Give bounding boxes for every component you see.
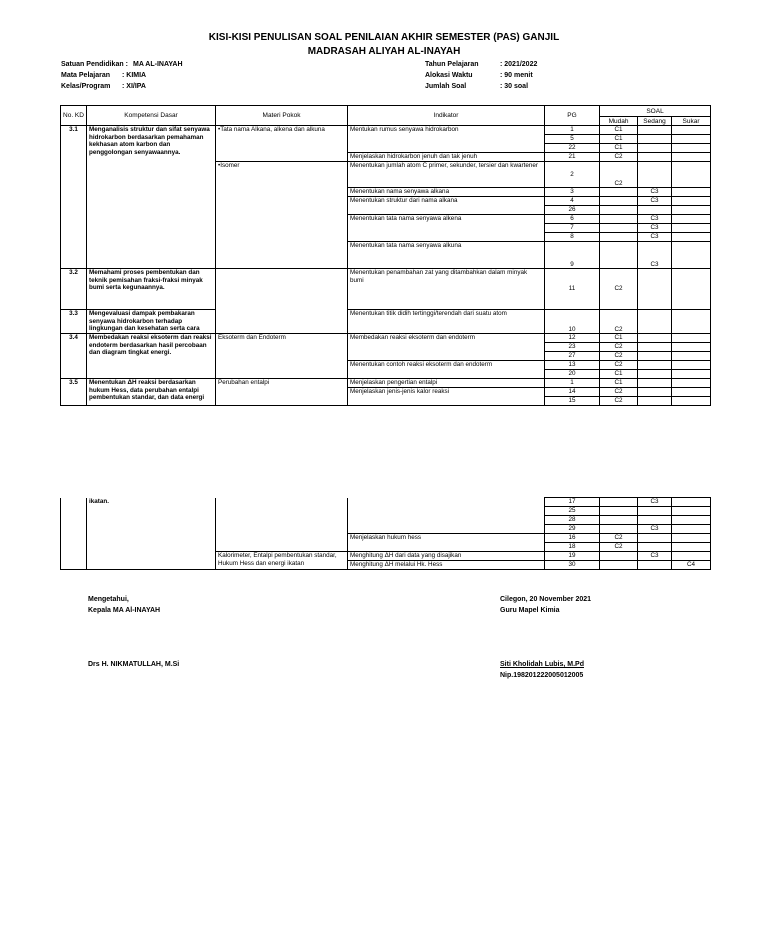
sedang-cell (638, 379, 672, 388)
mudah-cell: C2 (600, 343, 638, 352)
pg-cell: 9 (545, 242, 600, 269)
indikator-cell (348, 498, 545, 534)
header-pg: PG (545, 106, 600, 126)
mudah-cell: C2 (600, 534, 638, 543)
kisi-table-continued (60, 497, 711, 570)
sedang-cell (638, 352, 672, 361)
materi-text: • Tata nama Alkana, alkena dan alkuna (218, 126, 325, 133)
sedang-cell (638, 153, 672, 162)
sukar-cell (672, 153, 711, 162)
indikator-cell: Membedakan reaksi eksoterm dan endoterm (348, 334, 545, 361)
pg-cell: 12 (545, 334, 600, 343)
kd-text: Menentukan ΔH reaksi berdasarkan hukum Hess, data perubahan entalpi pembentukan standar, dan data energi (87, 379, 216, 406)
materi-cell (216, 269, 348, 334)
guru-title: Guru Mapel Kimia (500, 607, 560, 614)
mudah-cell (600, 215, 638, 224)
sedang-cell: C3 (638, 215, 672, 224)
sedang-cell (638, 343, 672, 352)
mudah-cell (600, 242, 638, 269)
pg-cell: 20 (545, 370, 600, 379)
sedang-cell: C3 (638, 525, 672, 534)
table-row (61, 269, 711, 310)
sedang-cell (638, 561, 672, 570)
sedang-cell: C3 (638, 242, 672, 269)
table-row (61, 310, 711, 334)
sedang-cell (638, 361, 672, 370)
materi-text: • Isomer (218, 162, 239, 169)
sedang-cell (638, 144, 672, 153)
mudah-cell (600, 507, 638, 516)
pg-cell: 1 (545, 379, 600, 388)
kd-number: 3.5 (61, 379, 87, 406)
kd-text: Membedakan reaksi eksoterm dan reaksi endoterm berdasarkan hasil percobaan dan diagram tingkat energi. (87, 334, 216, 379)
sedang-cell (638, 507, 672, 516)
mudah-cell (600, 197, 638, 206)
indikator-cell: Menentukan jumlah atom C primer, sekunder, tersier dan kwartener (348, 162, 545, 188)
kd-text: Mengevaluasi dampak pembakaran senyawa hidrokarbon terhadap lingkungan dan kesehatan serta cara (87, 310, 216, 334)
pg-cell: 29 (545, 525, 600, 534)
indikator-cell: Menjelaskan pengertian entalpi (348, 379, 545, 388)
sedang-cell (638, 397, 672, 406)
sukar-cell (672, 126, 711, 135)
school-title: MADRASAH ALIYAH AL-INAYAH (307, 46, 461, 57)
sukar-cell (672, 379, 711, 388)
pg-cell: 4 (545, 197, 600, 206)
header-kd: Kompetensi Dasar (87, 106, 216, 126)
mudah-cell (600, 516, 638, 525)
kelas-label: Kelas/Program (61, 83, 111, 90)
pg-cell: 15 (545, 397, 600, 406)
sukar-cell (672, 370, 711, 379)
indikator-cell: Menentukan contoh reaksi eksoterm dan endoterm (348, 361, 545, 379)
kepala-title: Kepala MA Al-INAYAH (88, 607, 161, 614)
mapel-label: Mata Pelajaran (61, 72, 111, 79)
header-sedang: Sedang (638, 117, 672, 126)
sukar-cell (672, 188, 711, 197)
pg-cell: 3 (545, 188, 600, 197)
table-row (61, 498, 711, 507)
sukar-cell (672, 233, 711, 242)
sukar-cell (672, 388, 711, 397)
materi-cell: Eksoterm dan Endoterm (216, 334, 348, 379)
materi-cell: Kalorimeter, Entalpi pembentukan standar, Hukum Hess dan energi ikatan (216, 552, 348, 570)
indikator-cell: Mentukan rumus senyawa hidrokarbon (348, 126, 545, 153)
pg-cell: 11 (545, 269, 600, 310)
sukar-cell (672, 534, 711, 543)
mudah-cell: C1 (600, 135, 638, 144)
sukar-cell (672, 552, 711, 561)
kd-number: 3.1 (61, 126, 87, 269)
mudah-cell: C2 (600, 352, 638, 361)
pg-cell: 10 (545, 310, 600, 334)
pg-cell: 18 (545, 543, 600, 552)
mudah-cell (600, 188, 638, 197)
pg-cell: 23 (545, 343, 600, 352)
header-indikator: Indikator (348, 106, 545, 126)
mudah-cell (600, 525, 638, 534)
header-sukar: Sukar (672, 117, 711, 126)
mudah-cell: C2 (600, 543, 638, 552)
pg-cell: 19 (545, 552, 600, 561)
indikator-cell: Menentukan tata nama senyawa alkuna (348, 242, 545, 269)
sukar-cell (672, 507, 711, 516)
sedang-cell: C3 (638, 233, 672, 242)
mudah-cell (600, 233, 638, 242)
sukar-cell (672, 343, 711, 352)
indikator-cell: Menjelaskan hidrokarbon jenuh dan tak jenuh (348, 153, 545, 162)
mengetahui-text: Mengetahui, (88, 596, 129, 603)
sukar-cell (672, 215, 711, 224)
sedang-cell (638, 543, 672, 552)
mudah-cell: C2 (600, 162, 638, 188)
sukar-cell (672, 525, 711, 534)
mudah-cell (600, 561, 638, 570)
mudah-cell: C1 (600, 334, 638, 343)
indikator-cell: Menentukan tata nama senyawa alkena (348, 215, 545, 242)
jumlah-value: : 30 soal (500, 83, 529, 90)
mudah-cell (600, 498, 638, 507)
sedang-cell: C3 (638, 197, 672, 206)
tahun-value: : 2021/2022 (500, 61, 538, 68)
indikator-cell: Menentukan titik didih tertinggi/terendah dari suatu atom (348, 310, 545, 334)
mapel-value: : KIMIA (122, 72, 147, 79)
sukar-cell (672, 397, 711, 406)
indikator-cell: Menjelaskan hukum hess (348, 534, 545, 552)
header-mudah: Mudah (600, 117, 638, 126)
sedang-cell (638, 206, 672, 215)
pg-cell: 17 (545, 498, 600, 507)
mudah-cell: C1 (600, 379, 638, 388)
kisi-table (60, 105, 711, 406)
sedang-cell (638, 135, 672, 144)
sedang-cell: C3 (638, 188, 672, 197)
sedang-cell (638, 388, 672, 397)
kd-text-continued: ikatan. (87, 498, 216, 570)
satuan-value: MA AL-INAYAH (133, 61, 183, 68)
mudah-cell: C2 (600, 388, 638, 397)
kd-number: 3.3 (61, 310, 87, 334)
sukar-cell (672, 269, 711, 310)
header-materi: Materi Pokok (216, 106, 348, 126)
materi-cell: Perubahan entalpi (216, 379, 348, 406)
pg-cell: 1 (545, 126, 600, 135)
guru-name: Siti Kholidah Lubis, M.Pd (500, 661, 584, 668)
document-title: KISI-KISI PENULISAN SOAL PENILAIAN AKHIR SEMESTER (PAS) GANJIL (208, 32, 560, 43)
sukar-cell (672, 135, 711, 144)
alokasi-label: Alokasi Waktu (425, 72, 473, 79)
sukar-cell (672, 334, 711, 343)
pg-cell: 2 (545, 162, 600, 188)
pg-cell: 26 (545, 206, 600, 215)
pg-cell: 28 (545, 516, 600, 525)
sedang-cell (638, 310, 672, 334)
sedang-cell (638, 162, 672, 188)
sukar-cell (672, 206, 711, 215)
mudah-cell: C2 (600, 269, 638, 310)
sukar-cell (672, 361, 711, 370)
sukar-cell: C4 (672, 561, 711, 570)
indikator-cell: Menghitung ΔH dari data yang disajikan (348, 552, 545, 561)
mudah-cell: C1 (600, 370, 638, 379)
sedang-cell (638, 516, 672, 525)
pg-cell: 16 (545, 534, 600, 543)
materi-cell (216, 162, 348, 269)
mudah-cell: C2 (600, 153, 638, 162)
sukar-cell (672, 543, 711, 552)
mudah-cell: C2 (600, 310, 638, 334)
materi-cell (216, 498, 348, 552)
sedang-cell (638, 334, 672, 343)
sedang-cell (638, 126, 672, 135)
header-soal: SOAL (600, 106, 711, 117)
sedang-cell: C3 (638, 224, 672, 233)
sedang-cell: C3 (638, 498, 672, 507)
pg-cell: 6 (545, 215, 600, 224)
pg-cell: 30 (545, 561, 600, 570)
sukar-cell (672, 197, 711, 206)
kd-text: Menganalisis struktur dan sifat senyawa hidrokarbon berdasarkan pemahaman kekhasan atom karbon dan penggolongan senyawaannya. (87, 126, 216, 269)
sedang-cell: C3 (638, 552, 672, 561)
tahun-label: Tahun Pelajaran (425, 61, 479, 68)
mudah-cell: C1 (600, 144, 638, 153)
sukar-cell (672, 310, 711, 334)
sedang-cell (638, 370, 672, 379)
pg-cell: 7 (545, 224, 600, 233)
header-nokd: No. KD (61, 106, 87, 126)
sukar-cell (672, 224, 711, 233)
alokasi-value: : 90 menit (500, 72, 533, 79)
table-row (61, 126, 711, 135)
indikator-cell: Menentukan penambahan zat yang ditambahkan dalam minyak bumi (348, 269, 545, 310)
pg-cell: 22 (545, 144, 600, 153)
sukar-cell (672, 144, 711, 153)
mudah-cell (600, 552, 638, 561)
sedang-cell (638, 534, 672, 543)
jumlah-label: Jumlah Soal (425, 83, 467, 90)
sukar-cell (672, 352, 711, 361)
mudah-cell: C1 (600, 126, 638, 135)
table-row (61, 379, 711, 388)
kd-number: 3.4 (61, 334, 87, 379)
kepala-name: Drs H. NIKMATULLAH, M.Si (88, 661, 180, 668)
mudah-cell (600, 224, 638, 233)
indikator-cell: Menghitung ΔH melalui Hk. Hess (348, 561, 545, 570)
sukar-cell (672, 162, 711, 188)
table-row (61, 334, 711, 343)
sukar-cell (672, 516, 711, 525)
pg-cell: 5 (545, 135, 600, 144)
indikator-cell: Menentukan struktur dari nama alkana (348, 197, 545, 215)
pg-cell: 27 (545, 352, 600, 361)
sukar-cell (672, 498, 711, 507)
materi-cell (216, 126, 348, 162)
kd-number: 3.2 (61, 269, 87, 310)
satuan-label: Satuan Pendidikan : (61, 61, 128, 68)
guru-nip: Nip.198201222005012005 (500, 672, 584, 679)
pg-cell: 25 (545, 507, 600, 516)
kd-number (61, 498, 87, 570)
kelas-value: : XI/IPA (122, 83, 146, 90)
indikator-cell: Menjelaskan jenis-jenis kalor reaksi (348, 388, 545, 406)
kd-text: Memahami proses pembentukan dan teknik pemisahan fraksi-fraksi minyak bumi serta kegunaannya. (87, 269, 216, 310)
pg-cell: 13 (545, 361, 600, 370)
sukar-cell (672, 242, 711, 269)
sedang-cell (638, 269, 672, 310)
pg-cell: 21 (545, 153, 600, 162)
pg-cell: 14 (545, 388, 600, 397)
place-date: Cilegon, 20 November 2021 (500, 596, 592, 603)
mudah-cell: C2 (600, 361, 638, 370)
mudah-cell (600, 206, 638, 215)
indikator-cell: Menentukan nama senyawa alkana (348, 188, 545, 197)
pg-cell: 8 (545, 233, 600, 242)
mudah-cell: C2 (600, 397, 638, 406)
